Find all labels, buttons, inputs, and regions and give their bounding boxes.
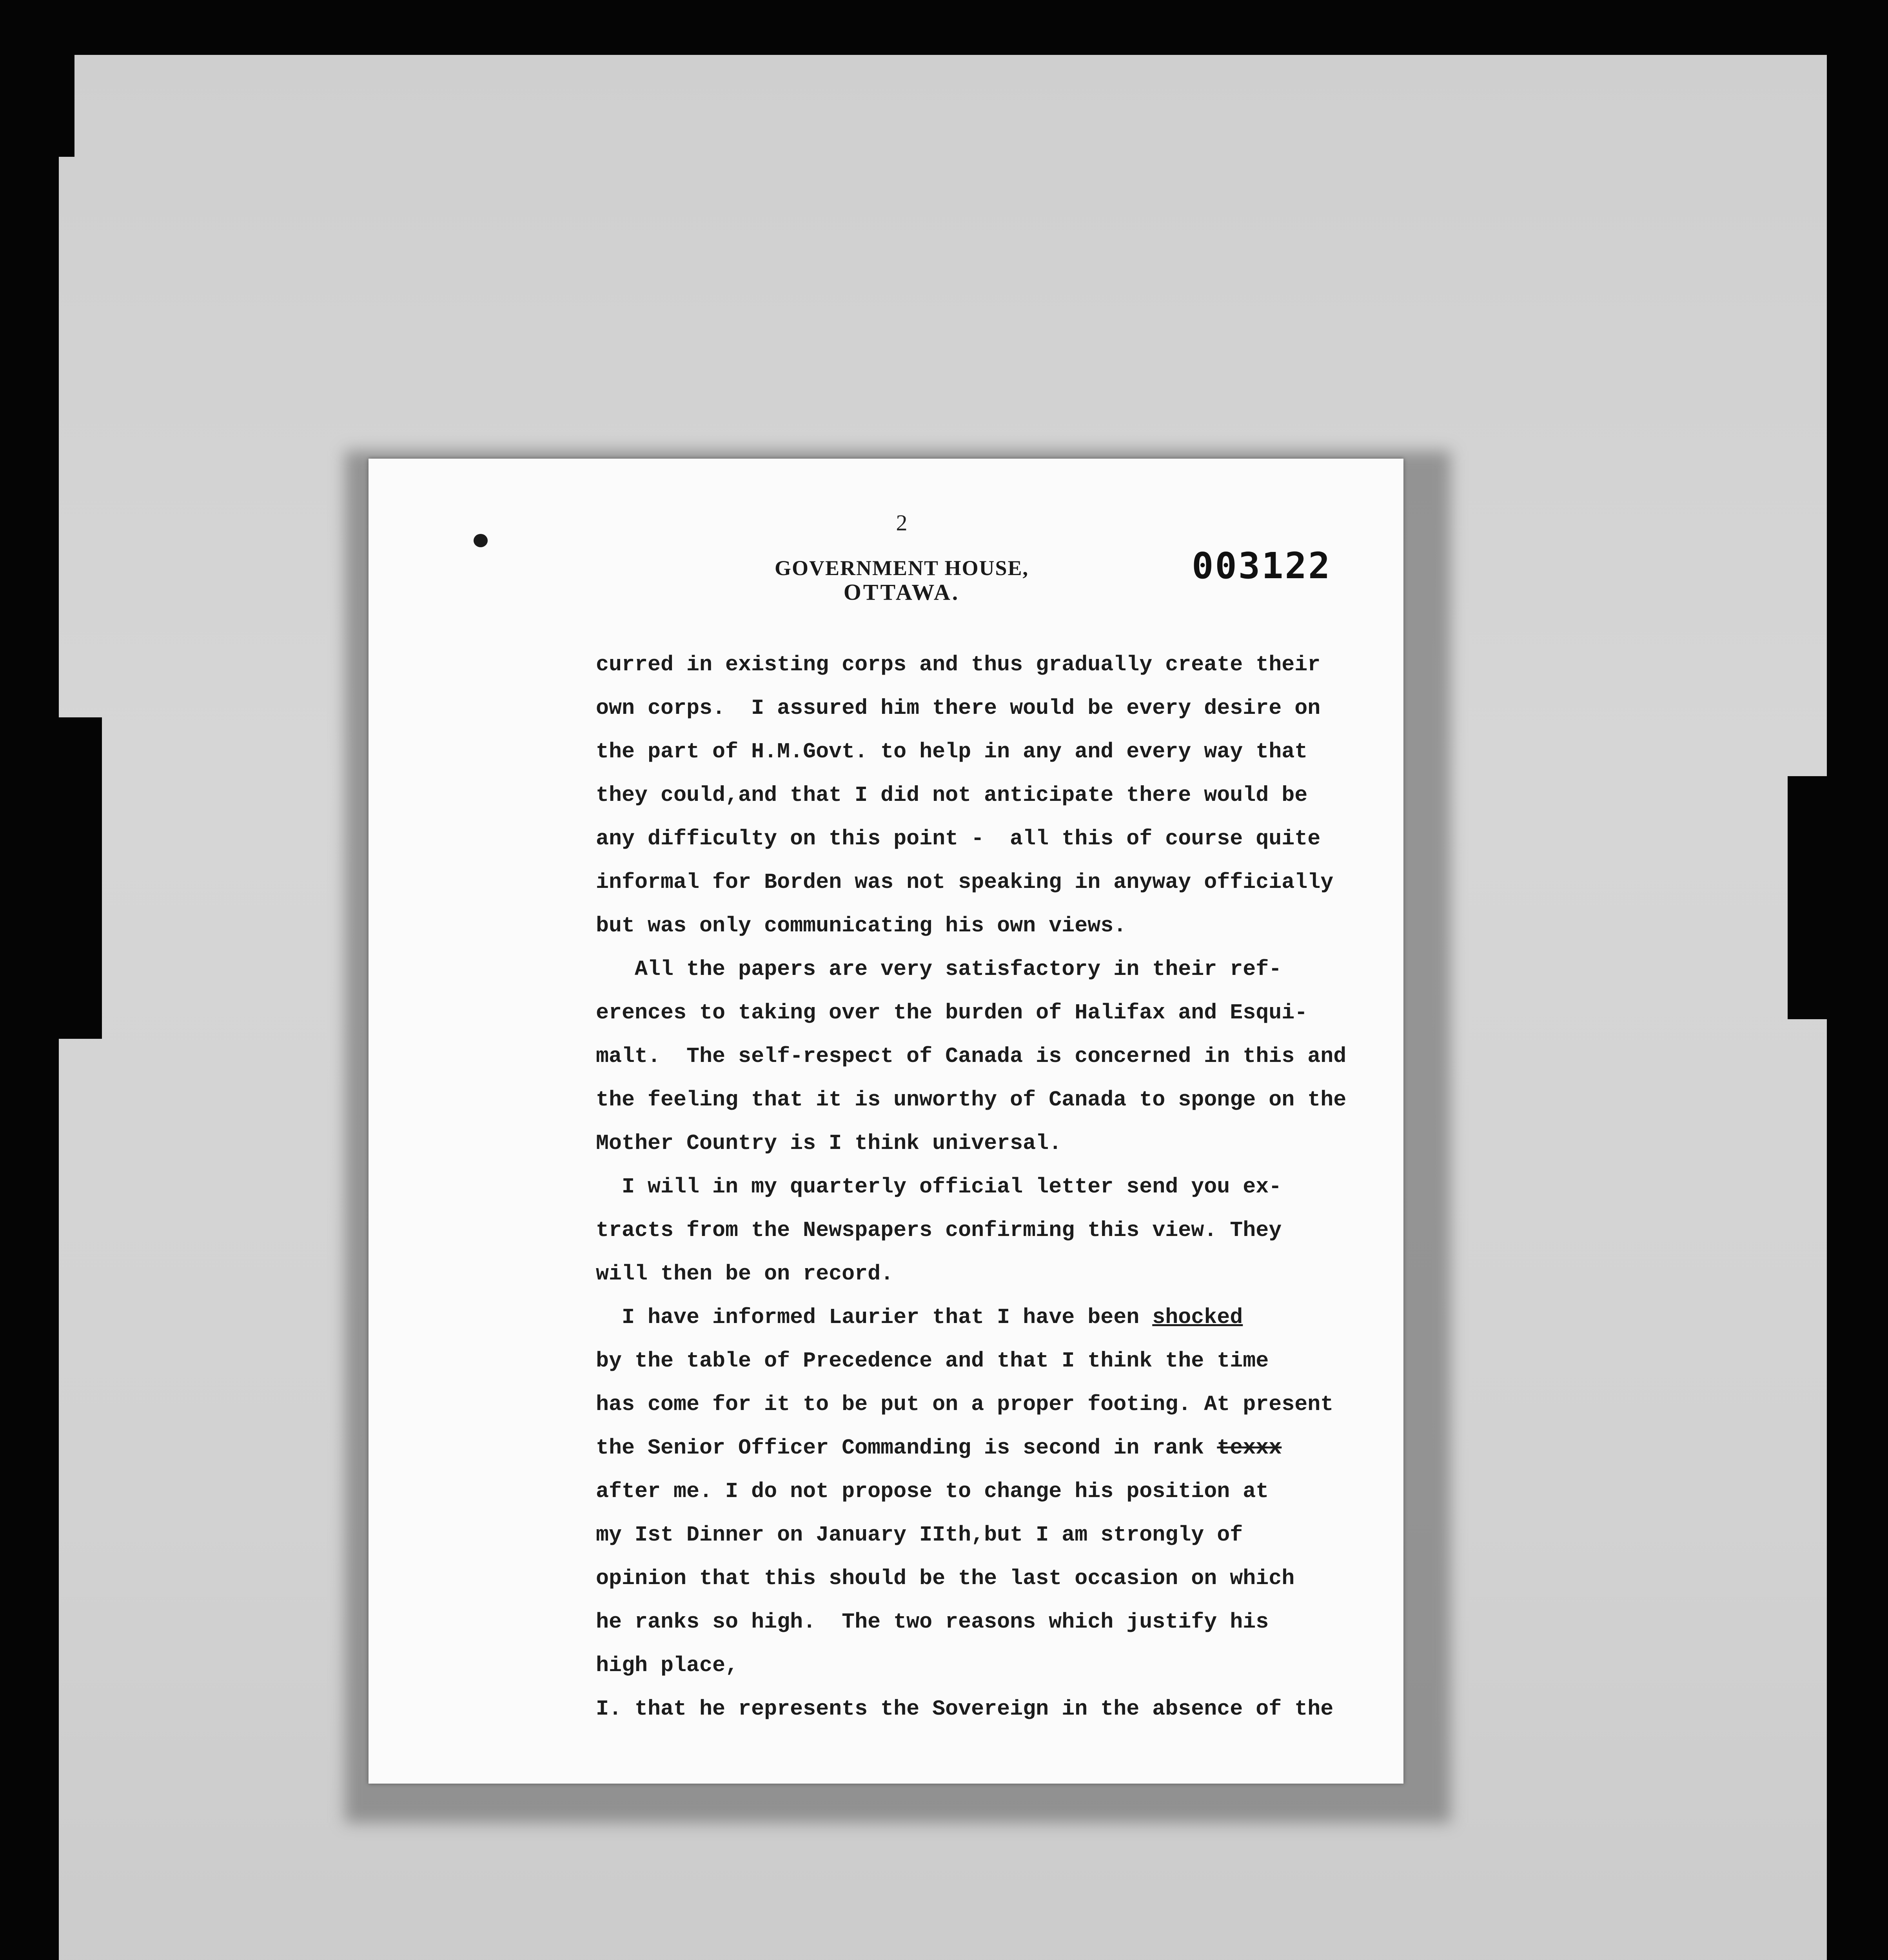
text-line: malt. The self-respect of Canada is concerned in this and xyxy=(596,1044,1347,1069)
page-number: 2 xyxy=(896,510,908,535)
text-line: tracts from the Newspapers confirming this view. They xyxy=(596,1218,1282,1243)
frame-edge-notch xyxy=(59,55,74,157)
text-line: but was only communicating his own views. xyxy=(596,913,1127,938)
text-line: any difficulty on this point - all this of course quite xyxy=(596,826,1321,851)
letterhead-organization: GOVERNMENT HOUSE, xyxy=(774,556,1029,580)
text-segment: the Senior Officer Commanding is second in rank xyxy=(596,1436,1217,1460)
text-line: I. that he represents the Sovereign in the absence of the xyxy=(596,1697,1334,1721)
text-line: All the papers are very satisfactory in their ref- xyxy=(596,957,1282,982)
text-line: own corps. I assured him there would be every desire on xyxy=(596,696,1321,720)
text-line: the feeling that it is unworthy of Canada to sponge on the xyxy=(596,1087,1347,1112)
text-line: Mother Country is I think universal. xyxy=(596,1131,1062,1156)
text-line: opinion that this should be the last occasion on which xyxy=(596,1566,1295,1591)
text-line: I will in my quarterly official letter send you ex- xyxy=(596,1174,1282,1199)
text-line: erences to taking over the burden of Halifax and Esqui- xyxy=(596,1000,1308,1025)
text-segment: I have informed Laurier that I have been xyxy=(596,1305,1153,1330)
text-line: they could,and that I did not anticipate there would be xyxy=(596,783,1308,808)
text-line-with-strike xyxy=(596,1426,1380,1470)
punch-hole xyxy=(474,534,488,547)
text-line: high place, xyxy=(596,1653,739,1678)
text-line: curred in existing corps and thus gradually create their xyxy=(596,652,1321,677)
frame-edge-notch xyxy=(59,717,102,1039)
underlined-word: shocked xyxy=(1152,1305,1243,1330)
text-line: will then be on record. xyxy=(596,1261,894,1286)
text-line: the part of H.M.Govt. to help in any and every way that xyxy=(596,739,1308,764)
text-line: informal for Borden was not speaking in anyway officially xyxy=(596,870,1334,895)
letterhead-city: OTTAWA. xyxy=(843,579,960,605)
text-line: he ranks so high. The two reasons which justify his xyxy=(596,1610,1269,1634)
frame-edge-notch xyxy=(1788,776,1831,1019)
text-line: my Ist Dinner on January IIth,but I am strongly of xyxy=(596,1523,1243,1547)
letterhead xyxy=(725,557,1078,605)
struck-word: texxx xyxy=(1217,1436,1282,1460)
document-stamp-number: 003122 xyxy=(1192,545,1332,587)
text-line: has come for it to be put on a proper footing. At present xyxy=(596,1392,1334,1417)
text-line-with-underline xyxy=(596,1296,1380,1339)
letter-body xyxy=(596,643,1380,1731)
text-line: by the table of Precedence and that I think the time xyxy=(596,1348,1269,1373)
text-line: after me. I do not propose to change his position at xyxy=(596,1479,1269,1504)
